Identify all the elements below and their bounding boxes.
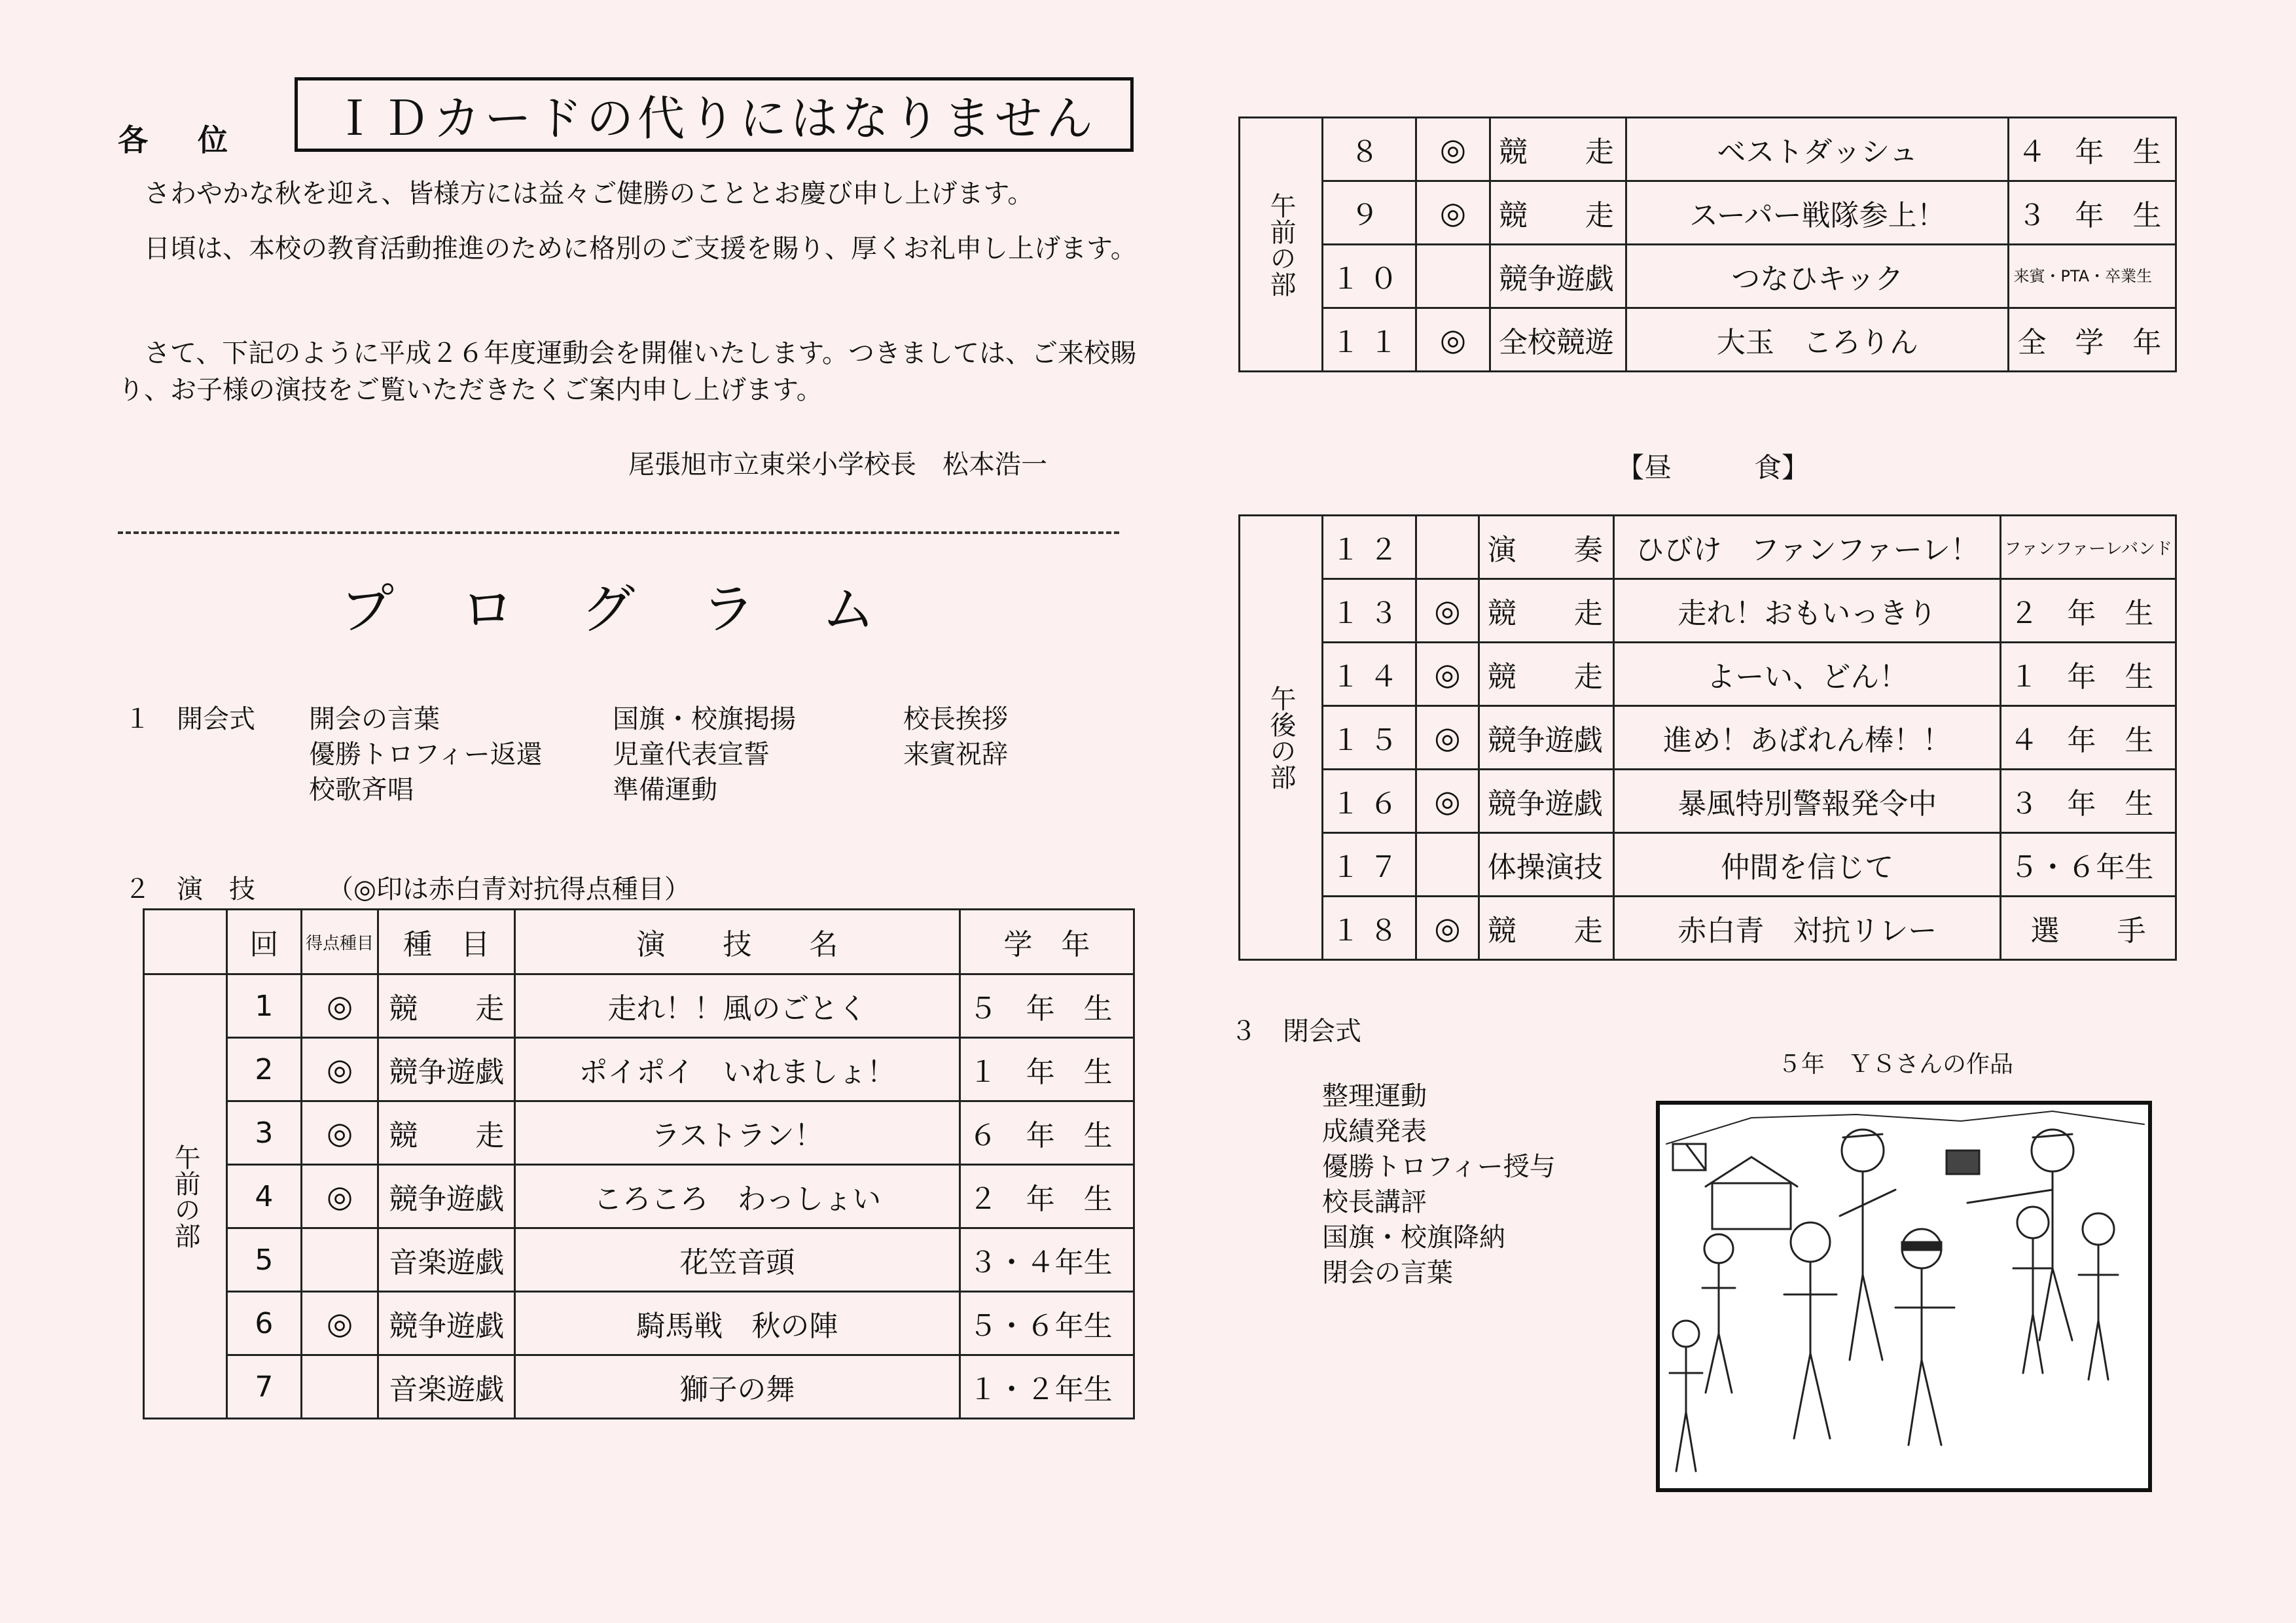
event-grade: ４ 年 生 [2009, 118, 2176, 181]
event-no: １７ [1323, 833, 1416, 897]
table-header-row [144, 910, 1134, 974]
event-no: 6 [227, 1292, 302, 1355]
event-title: 獅子の舞 [515, 1355, 960, 1419]
event-grade: ３ 年 生 [2001, 770, 2176, 833]
event-title: 走れ！おもいっきり [1614, 579, 2001, 643]
table-header-no: 回 [227, 910, 302, 974]
event-grade: ファンファーレバンド [2001, 516, 2176, 579]
point-mark [301, 1228, 378, 1292]
event-grade: ５ 年 生 [960, 974, 1134, 1038]
table-row [1240, 308, 2176, 372]
table-header-points: 得点種目 [301, 910, 378, 974]
table-row [1240, 516, 2176, 579]
event-no: １３ [1323, 579, 1416, 643]
event-grade: 全 学 年 [2009, 308, 2176, 372]
closing-ceremony-list [1322, 1079, 1556, 1291]
event-no: １０ [1323, 245, 1416, 308]
table-row [1240, 643, 2176, 706]
opening-item: 校歌斉唱 [309, 775, 414, 805]
event-no: 7 [227, 1355, 302, 1419]
event-category: 競争遊戯 [1490, 245, 1626, 308]
letter-paragraph-1: さわやかな秋を迎え、皆様方には益々ご健勝のこととお慶び申し上げます。 [118, 179, 1034, 209]
letter-paragraph-3: さて、下記のように平成２６年度運動会を開催いたします。つきましては、ご来校賜り、お子様の演技をご覧いただきたくご案内申し上げます。 [118, 338, 1136, 405]
event-category: 競 走 [1490, 118, 1626, 181]
closing-ceremony-label: ３ 閉会式 [1230, 1016, 1361, 1046]
event-category: 競争遊戯 [1479, 706, 1613, 770]
closing-item: 優勝トロフィー授与 [1322, 1152, 1556, 1182]
event-title: 進め！あばれん棒！！ [1614, 706, 2001, 770]
table-header-blank [144, 910, 227, 974]
lunch-break-label: 【昼 食】 [1617, 452, 1810, 484]
table-row [1240, 833, 2176, 897]
table-row [1240, 181, 2176, 245]
point-mark [301, 1355, 378, 1419]
student-drawing-sketch [1660, 1105, 2148, 1488]
closing-item: 校長講評 [1322, 1187, 1427, 1217]
opening-item: 児童代表宣誓 [613, 740, 770, 770]
table-row [1240, 245, 2176, 308]
event-no: 5 [227, 1228, 302, 1292]
event-grade: １ 年 生 [2001, 643, 2176, 706]
closing-item: 国旗・校旗降納 [1322, 1222, 1505, 1253]
event-no: １１ [1323, 308, 1416, 372]
event-category: 競 走 [378, 974, 515, 1038]
opening-item: 準備運動 [613, 775, 717, 805]
program-table-morning-2 [1238, 116, 2177, 372]
table-header-grade: 学 年 [960, 910, 1134, 974]
table-row [1240, 118, 2176, 181]
event-category: 競 走 [1479, 897, 1613, 960]
point-mark: ◎ [1416, 181, 1490, 245]
event-category: 競 走 [378, 1101, 515, 1165]
artwork-caption: ５年 ＹＳさんの作品 [1778, 1051, 2014, 1078]
point-mark: ◎ [1416, 706, 1479, 770]
section-label-cell [144, 974, 227, 1419]
event-title: よーい、どん！ [1614, 643, 2001, 706]
event-no: １２ [1323, 516, 1416, 579]
opening-item: 校長挨拶 [903, 704, 1008, 734]
table-row [1240, 579, 2176, 643]
letter-paragraph-2: 日頃は、本校の教育活動推進のために格別のご支援を賜り、厚くお礼申し上げます。 [118, 234, 1137, 264]
events-section-note: （◎印は赤白青対抗得点種目） [327, 874, 691, 904]
event-title: 赤白青 対抗リレー [1614, 897, 2001, 960]
event-grade: １ 年 生 [960, 1038, 1134, 1101]
event-title: スーパー戦隊参上！ [1626, 181, 2009, 245]
table-row [144, 1038, 1134, 1101]
point-mark: ◎ [301, 1101, 378, 1165]
table-row [1240, 770, 2176, 833]
event-category: 競 走 [1490, 181, 1626, 245]
event-title: 騎馬戦 秋の陣 [515, 1292, 960, 1355]
opening-item: 来賓祝辞 [903, 740, 1008, 770]
table-row [144, 1101, 1134, 1165]
table-row [144, 1228, 1134, 1292]
event-category: 競 走 [1479, 643, 1613, 706]
event-grade: １・２年生 [960, 1355, 1134, 1419]
event-title: ころころ わっしょい [515, 1165, 960, 1228]
program-table-afternoon [1238, 514, 2177, 961]
event-category: 競争遊戯 [378, 1038, 515, 1101]
id-card-notice-banner: ＩＤカードの代りにはなりません [295, 77, 1134, 152]
program-table-morning-1 [143, 908, 1135, 1419]
point-mark [1416, 833, 1479, 897]
event-grade: 選 手 [2001, 897, 2176, 960]
table-row [144, 1292, 1134, 1355]
event-title: ラストラン！ [515, 1101, 960, 1165]
point-mark: ◎ [1416, 897, 1479, 960]
section-label-cell [1240, 118, 1323, 372]
event-no: ８ [1323, 118, 1416, 181]
event-category: 競争遊戯 [378, 1165, 515, 1228]
table-header-category: 種 目 [378, 910, 515, 974]
event-grade: ５・６年生 [2001, 833, 2176, 897]
table-row [1240, 706, 2176, 770]
table-header-title: 演 技 名 [515, 910, 960, 974]
event-title: ひびけ ファンファーレ！ [1614, 516, 2001, 579]
event-title: ポイポイ いれましょ！ [515, 1038, 960, 1101]
point-mark: ◎ [1416, 308, 1490, 372]
event-category: 競争遊戯 [378, 1292, 515, 1355]
table-row [144, 1165, 1134, 1228]
event-no: 1 [227, 974, 302, 1038]
point-mark: ◎ [301, 974, 378, 1038]
event-grade: ４ 年 生 [2001, 706, 2176, 770]
point-mark [1416, 516, 1479, 579]
event-category: 競争遊戯 [1479, 770, 1613, 833]
event-title: 走れ！！風のごとく [515, 974, 960, 1038]
section-label-morning: 午前の部 [1266, 192, 1296, 297]
closing-item: 整理運動 [1322, 1081, 1427, 1111]
event-grade: 来賓・PTA・卒業生 [2009, 245, 2176, 308]
event-grade: ３・４年生 [960, 1228, 1134, 1292]
event-no: ９ [1323, 181, 1416, 245]
recipients-heading: 各 位 [118, 122, 248, 158]
point-mark: ◎ [1416, 770, 1479, 833]
principal-signature: 尾張旭市立東栄小学校長 松本浩一 [628, 450, 1047, 480]
event-no: 2 [227, 1038, 302, 1101]
event-grade: ２ 年 生 [960, 1165, 1134, 1228]
event-grade: ３ 年 生 [2009, 181, 2176, 245]
event-no: 4 [227, 1165, 302, 1228]
event-grade: ５・６年生 [960, 1292, 1134, 1355]
table-row [144, 1355, 1134, 1419]
section-label-cell [1240, 516, 1323, 960]
closing-item: 成績発表 [1322, 1116, 1427, 1147]
section-label-afternoon: 午後の部 [1266, 685, 1296, 790]
opening-ceremony-label: １ 開会式 [124, 704, 255, 734]
opening-item: 優勝トロフィー返還 [309, 740, 543, 770]
event-title: 仲間を信じて [1614, 833, 2001, 897]
point-mark [1416, 245, 1490, 308]
point-mark: ◎ [301, 1165, 378, 1228]
opening-item: 開会の言葉 [309, 704, 440, 734]
point-mark: ◎ [1416, 643, 1479, 706]
program-title: プログラム [340, 579, 942, 641]
table-row [144, 974, 1134, 1038]
event-category: 音楽遊戯 [378, 1355, 515, 1419]
event-category: 音楽遊戯 [378, 1228, 515, 1292]
point-mark: ◎ [301, 1292, 378, 1355]
event-no: １６ [1323, 770, 1416, 833]
event-grade: ２ 年 生 [2001, 579, 2176, 643]
event-no: 3 [227, 1101, 302, 1165]
event-no: １４ [1323, 643, 1416, 706]
point-mark: ◎ [1416, 118, 1490, 181]
events-section-label: ２ 演 技 [124, 874, 255, 904]
section-label-morning: 午前の部 [170, 1144, 200, 1249]
point-mark: ◎ [301, 1038, 378, 1101]
event-grade: ６ 年 生 [960, 1101, 1134, 1165]
event-title: ベストダッシュ [1626, 118, 2009, 181]
event-category: 競 走 [1479, 579, 1613, 643]
event-category: 体操演技 [1479, 833, 1613, 897]
event-title: 花笠音頭 [515, 1228, 960, 1292]
student-drawing [1656, 1101, 2152, 1492]
dashed-divider [118, 531, 1119, 534]
event-title: つなひキック [1626, 245, 2009, 308]
point-mark: ◎ [1416, 579, 1479, 643]
event-no: １５ [1323, 706, 1416, 770]
event-category: 演 奏 [1479, 516, 1613, 579]
opening-item: 国旗・校旗掲揚 [613, 704, 796, 734]
event-title: 大玉 ころりん [1626, 308, 2009, 372]
event-no: １８ [1323, 897, 1416, 960]
event-category: 全校競遊 [1490, 308, 1626, 372]
table-row [1240, 897, 2176, 960]
closing-item: 閉会の言葉 [1322, 1258, 1453, 1288]
event-title: 暴風特別警報発令中 [1614, 770, 2001, 833]
